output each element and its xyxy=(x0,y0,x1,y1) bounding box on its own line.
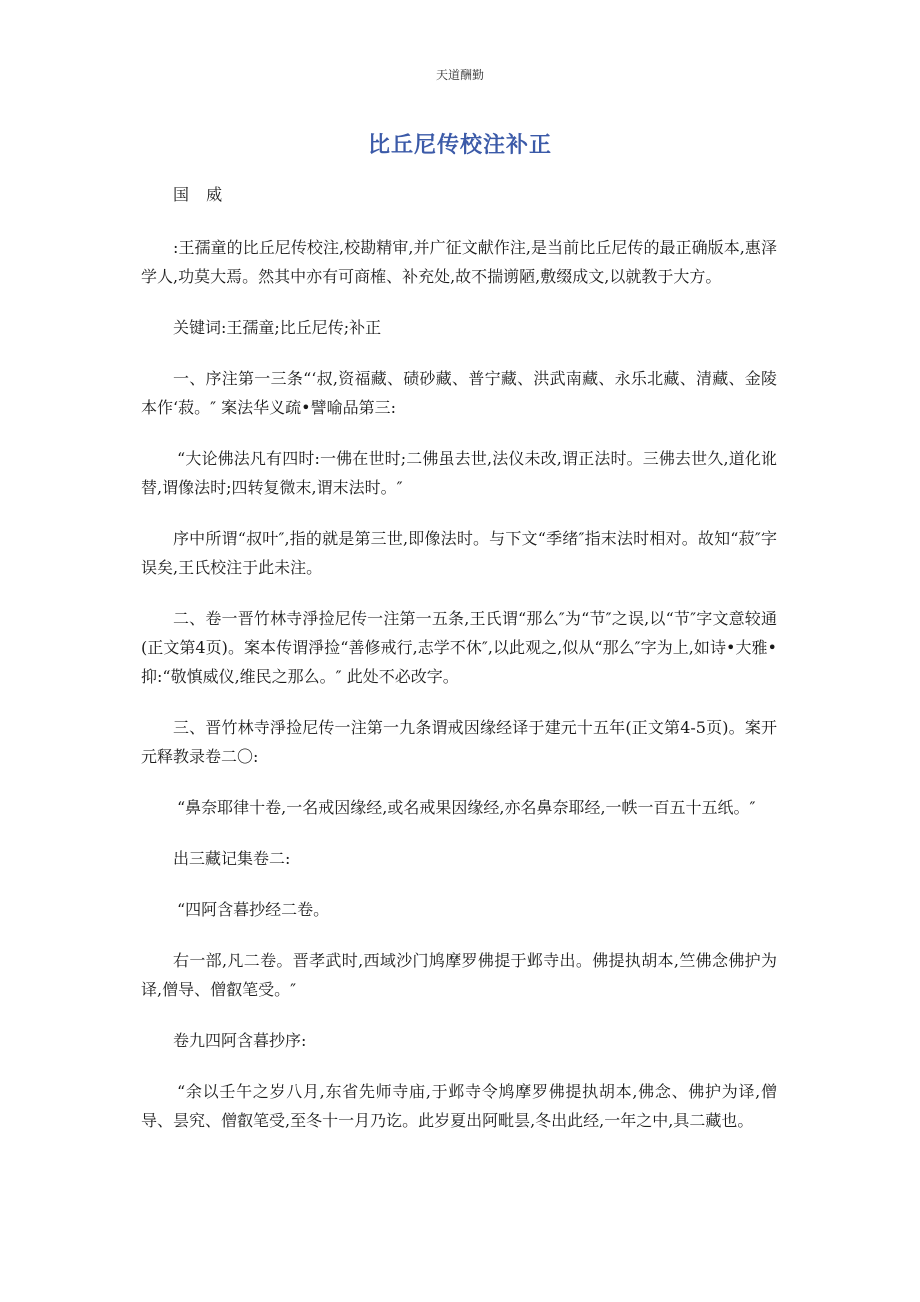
quote-paragraph: “余以壬午之岁八月,东省先师寺庙,于邺寺令鸠摩罗佛提执胡本,佛念、佛护为译,僧导、昙究、僧叡笔受,至冬十一月乃讫。此岁夏出阿毗昙,冬出此经,一年之中,具二藏也。 xyxy=(141,1082,777,1130)
body-paragraph: 卷九四阿含暮抄序: xyxy=(173,1031,307,1050)
body-paragraph: 序中所谓“叔叶″,指的就是第三世,即像法时。与下文“季绪″指末法时相对。故知“菽″字误矣,王氏校注于此未注。 xyxy=(141,529,777,577)
page-header: 天道酬勤 xyxy=(435,68,484,82)
document-title: 比丘尼传校注补正 xyxy=(367,133,552,158)
keywords-paragraph: 关键词:王孺童;比丘尼传;补正 xyxy=(173,318,382,337)
body-paragraph: 三、晋竹林寺淨捡尼传一注第一九条谓戒因缘经译于建元十五年(正文第4-5页)。案开元释教录卷二〇: xyxy=(141,718,777,766)
body-paragraph: 一、序注第一三条“‘叔,资福藏、碛砂藏、普宁藏、洪武南藏、永乐北藏、清藏、金陵本作‘菽。″ 案法华义疏•譬喻品第三: xyxy=(141,369,777,417)
body-paragraph: 出三藏记集卷二: xyxy=(173,849,291,868)
body-paragraph: 二、卷一晋竹林寺淨捡尼传一注第一五条,王氏谓“那么″为“节″之误,以“节″字文意较通(正文第4页)。案本传谓淨捡“善修戒行,志学不休″,以此观之,似从“那么″字为上,如诗•大雅•抑:“敬慎威仪,维民之那么。″ 此处不必改字。 xyxy=(141,609,777,686)
author-name: 国 威 xyxy=(173,185,229,204)
body-paragraph: 右一部,凡二卷。晋孝武时,西域沙门鸠摩罗佛提于邺寺出。佛提执胡本,竺佛念佛护为译,僧导、僧叡笔受。″ xyxy=(141,951,777,999)
document-body xyxy=(141,180,777,1157)
abstract-paragraph: :王孺童的比丘尼传校注,校勘精审,并广征文献作注,是当前比丘尼传的最正确版本,惠泽学人,功莫大焉。然其中亦有可商榷、补充处,故不揣谫陋,敷缀成文,以就教于大方。 xyxy=(141,238,777,286)
quote-paragraph: “四阿含暮抄经二卷。 xyxy=(177,900,330,919)
quote-paragraph: “大论佛法凡有四时:一佛在世时;二佛虽去世,法仪未改,谓正法时。三佛去世久,道化讹替,谓像法时;四转复微末,谓末法时。″ xyxy=(141,449,777,497)
quote-paragraph: “鼻奈耶律十卷,一名戒因缘经,或名戒果因缘经,亦名鼻奈耶经,一帙一百五十五纸。″ xyxy=(177,798,756,817)
